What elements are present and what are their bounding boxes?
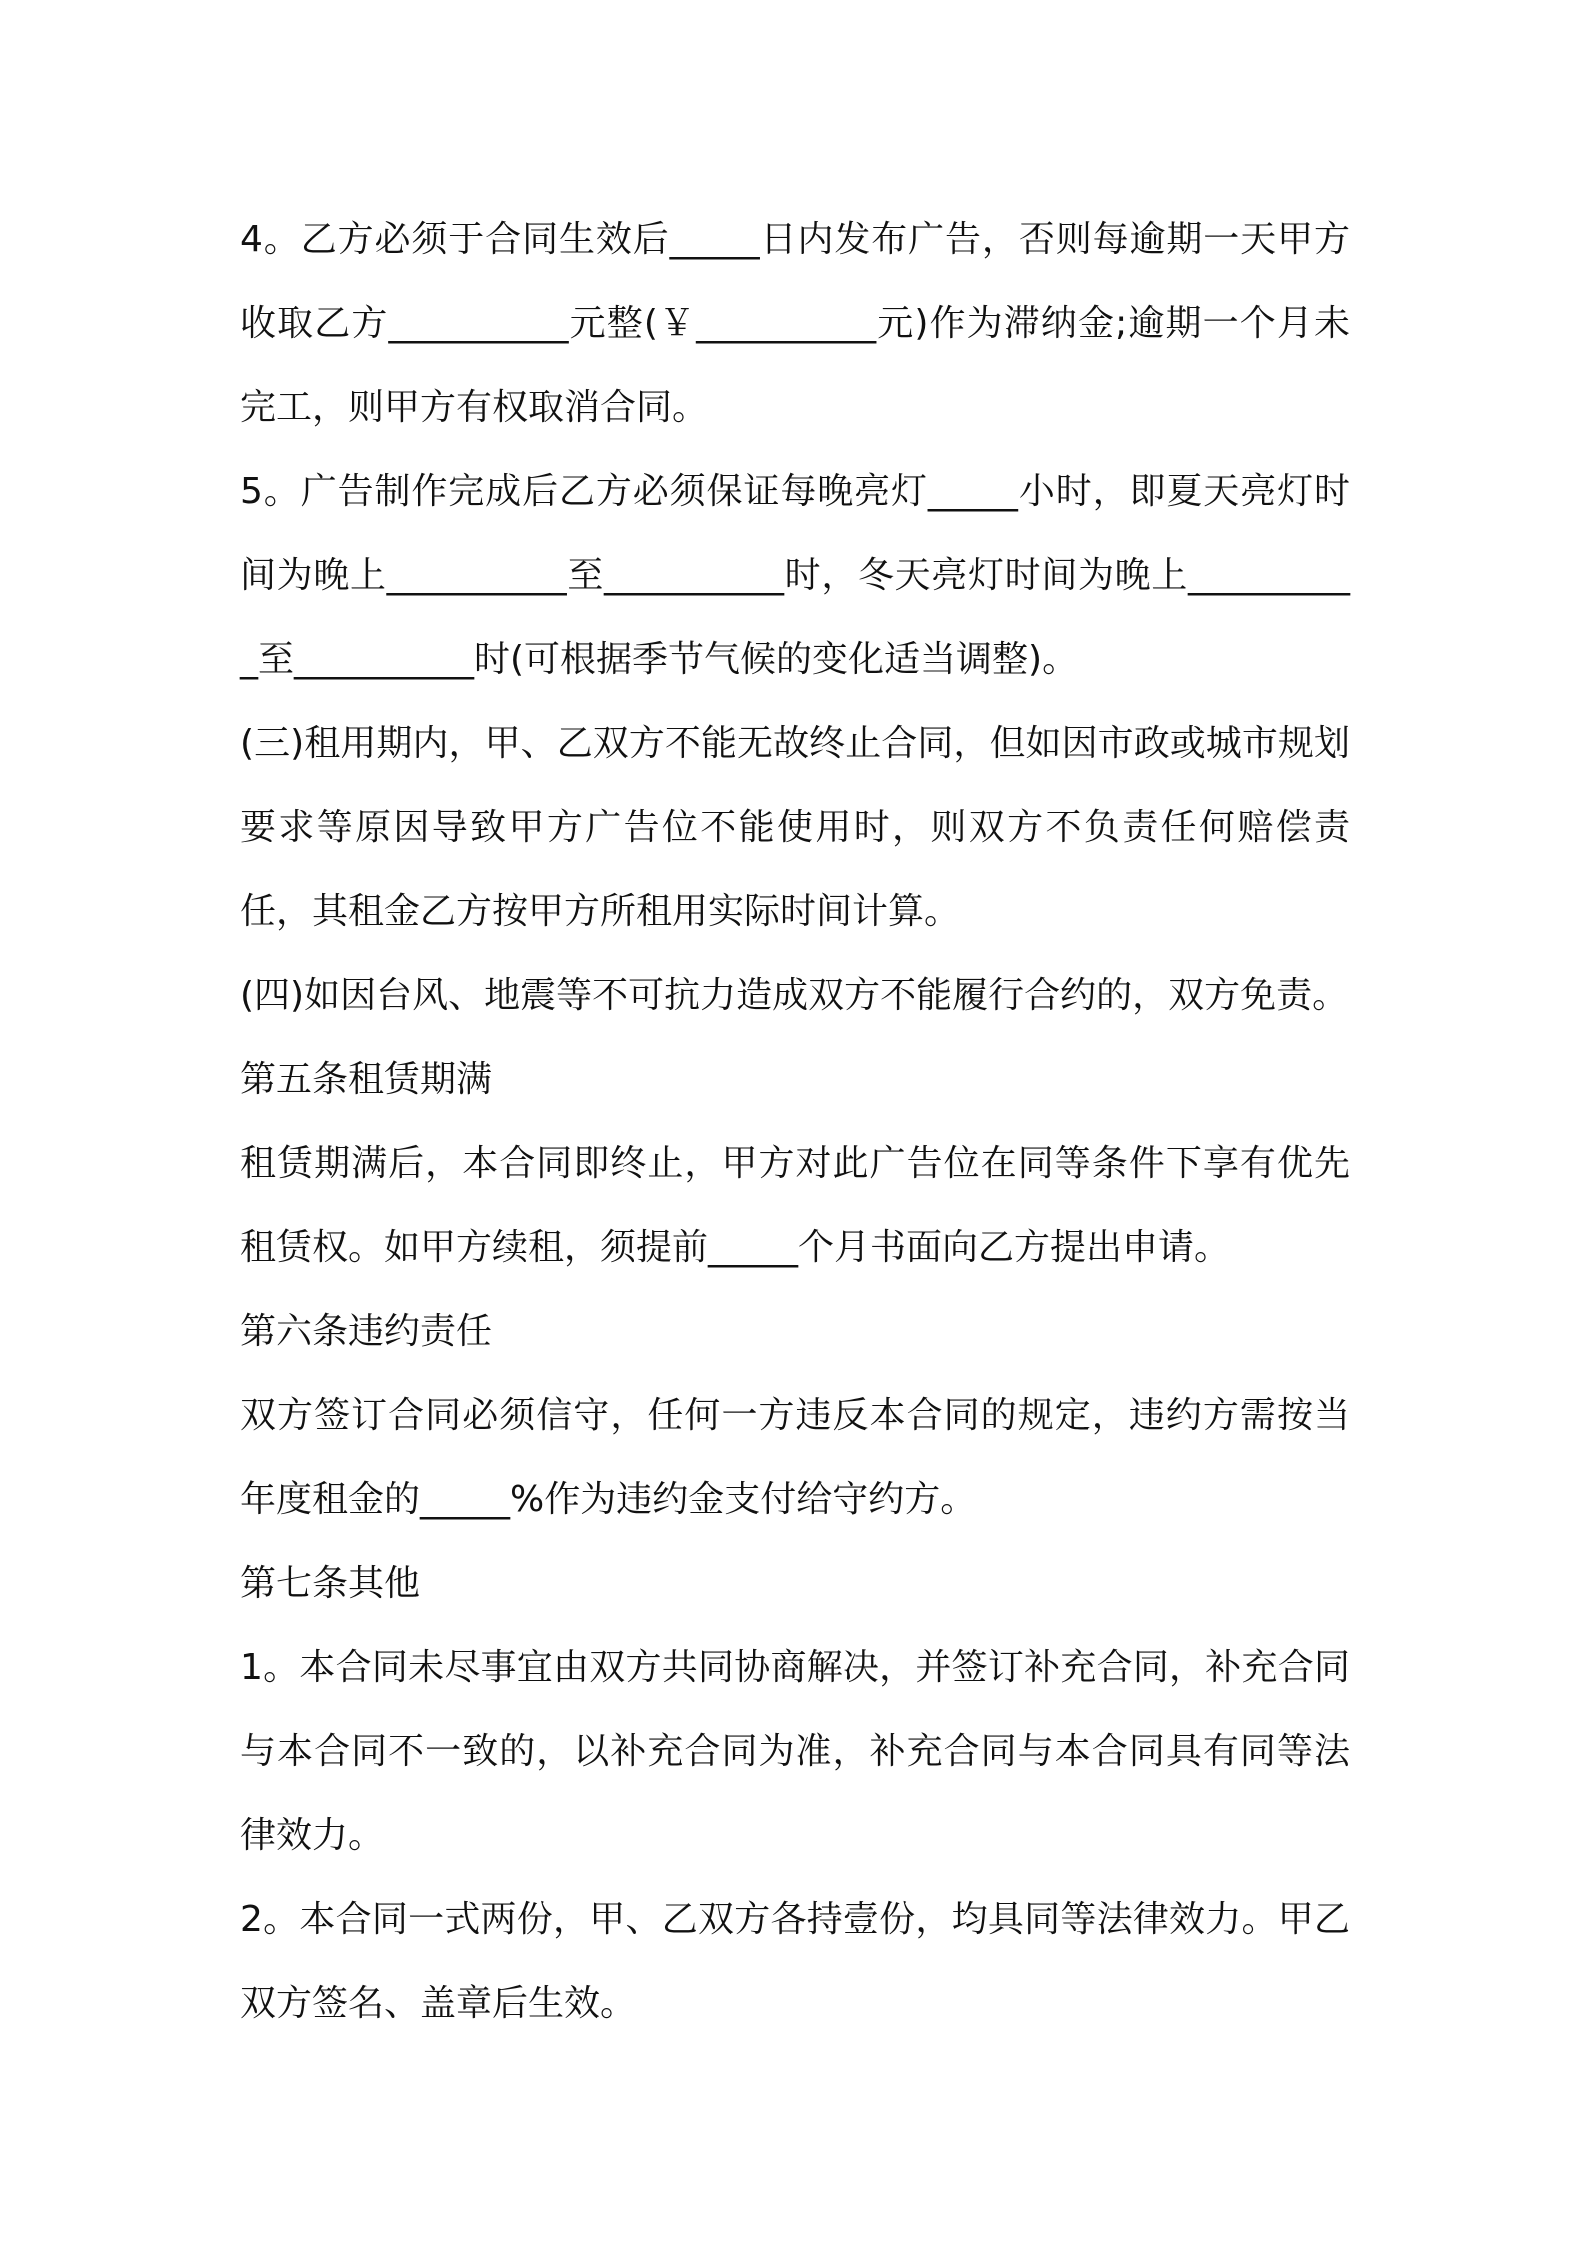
clause-4-force-majeure: (四)如因台风、地震等不可抗力造成双方不能履行合约的，双方免责。 — [240, 975, 1349, 1016]
article-7-item-2: 2。本合同一式两份，甲、乙双方各持壹份，均具同等法律效力。甲乙双方签名、盖章后生效。 — [240, 1899, 1350, 2024]
clause-3-termination: (三)租用期内，甲、乙双方不能无故终止合同，但如因市政或城市规划要求等原因导致甲方广告位不能使用时，则双方不负责任何赔偿责任，其租金乙方按甲方所租用实际时间计算。 — [240, 723, 1350, 932]
article-7-heading: 第七条其他 — [240, 1563, 421, 1604]
document-body — [240, 198, 1350, 2046]
clause-4-publish-deadline: 4。乙方必须于合同生效后_____日内发布广告，否则每逾期一天甲方收取乙方__________元整(￥__________元)作为滞纳金;逾期一个月未完工，则甲方有权取消合同。 — [240, 219, 1350, 428]
article-7-item-1: 1。本合同未尽事宜由双方共同协商解决，并签订补充合同，补充合同与本合同不一致的，以补充合同为准，补充合同与本合同具有同等法律效力。 — [240, 1647, 1350, 1856]
clause-5-lighting-hours: 5。广告制作完成后乙方必须保证每晚亮灯_____小时，即夏天亮灯时间为晚上__________至__________时，冬天亮灯时间为晚上__________至__________时(可根据季节气候的变化适当调整)。 — [240, 471, 1350, 680]
article-5-heading: 第五条租赁期满 — [240, 1059, 493, 1100]
article-6-body: 双方签订合同必须信守，任何一方违反本合同的规定，违约方需按当年度租金的_____%作为违约金支付给守约方。 — [240, 1395, 1350, 1520]
article-6-heading: 第六条违约责任 — [240, 1311, 493, 1352]
article-5-body: 租赁期满后，本合同即终止，甲方对此广告位在同等条件下享有优先租赁权。如甲方续租，须提前_____个月书面向乙方提出申请。 — [240, 1143, 1350, 1268]
